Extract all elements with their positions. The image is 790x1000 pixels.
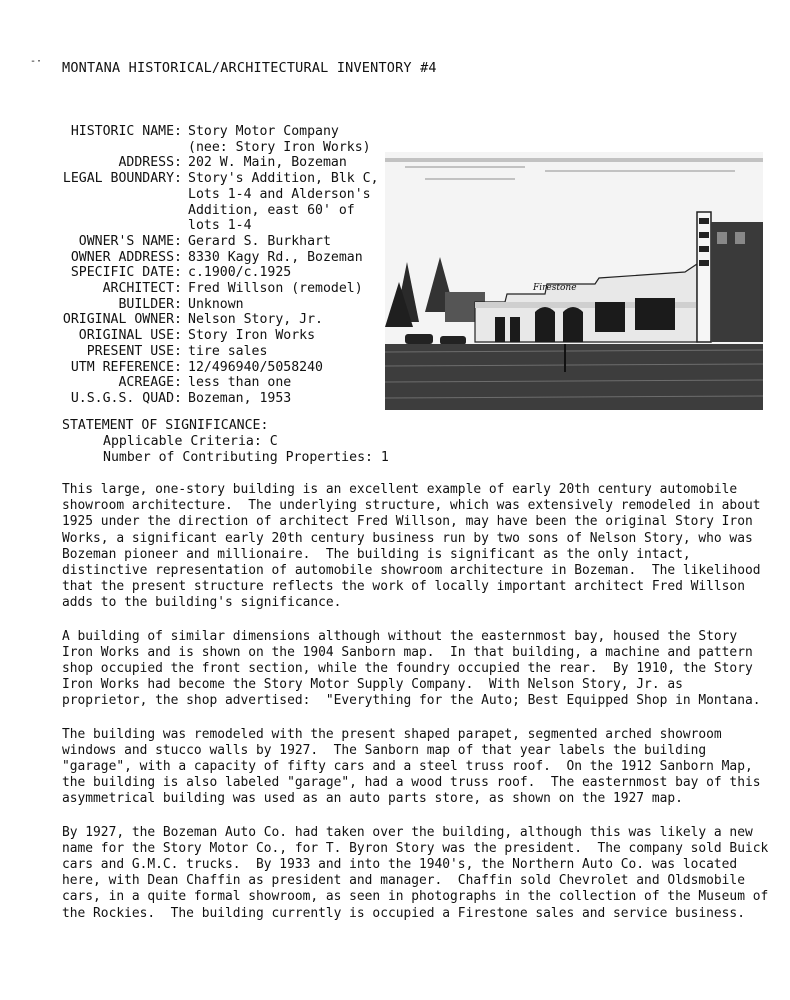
field-label: ARCHITECT:	[102, 281, 182, 297]
field-label: BUILDER:	[118, 296, 182, 312]
field-row	[62, 360, 379, 376]
field-label: UTM REFERENCE:	[70, 359, 182, 375]
margin-mark: -·	[30, 56, 43, 67]
statement-of-significance	[62, 418, 389, 466]
field-label: ADDRESS:	[118, 155, 182, 171]
field-row	[62, 171, 379, 187]
field-value: Story's Addition, Blk C,	[188, 171, 379, 187]
field-value: Unknown	[188, 296, 244, 312]
field-row	[62, 281, 379, 297]
field-label	[62, 140, 182, 156]
field-value: Story Iron Works	[188, 328, 316, 344]
inventory-fields	[62, 124, 379, 407]
field-value: 202 W. Main, Bozeman	[188, 155, 347, 171]
field-value: Nelson Story, Jr.	[188, 312, 323, 328]
significance-heading: STATEMENT OF SIGNIFICANCE:	[62, 418, 269, 433]
field-row	[62, 250, 379, 266]
paragraph: The building was remodeled with the present shaped parapet, segmented arched showroom windows and stucco walls by 1927. The Sanborn map of that year labels the building "garage", with a capacity of fifty cars and a steel truss roof. On the 1912 Sanborn Map, the building is also labeled "garage", had a wood truss roof. The easternmost bay of this asymmetrical building was used as an auto parts store, as shown on the 1927 map.	[62, 726, 761, 807]
narrative-text	[62, 482, 774, 939]
field-label	[62, 203, 182, 219]
field-value: Addition, east 60' of	[188, 202, 355, 218]
field-label: ORIGINAL USE:	[78, 328, 182, 344]
field-row	[62, 375, 379, 391]
field-label: ORIGINAL OWNER:	[62, 312, 182, 328]
contributing-properties: Number of Contributing Properties: 1	[103, 450, 389, 465]
building-photo-image	[385, 152, 763, 410]
field-value: c.1900/c.1925	[188, 265, 292, 281]
field-value: Story Motor Company	[188, 124, 339, 139]
field-value: Lots 1-4 and Alderson's	[188, 186, 371, 202]
field-label	[62, 187, 182, 203]
field-row	[62, 155, 379, 171]
field-value: Fred Willson (remodel)	[188, 281, 363, 297]
paragraph: By 1927, the Bozeman Auto Co. had taken over the building, although this was likely a new name for the Story Motor Co., for T. Byron Story was the president. The company sold Buick cars and G.M.C. trucks. By 1933 and into the 1940's, the Northern Auto Co. was located here, with Dean Chaffin as president and manager. Chaffin sold Chevrolet and Oldsmobile cars, in a quite formal showroom, as seen in photographs in the collection of the Museum of the Rockies. The building currently is occupied a Firestone sales and service business.	[62, 824, 769, 921]
field-row	[62, 218, 379, 234]
field-row	[62, 124, 379, 140]
field-row	[62, 391, 379, 407]
field-row	[62, 265, 379, 281]
field-label: OWNER'S NAME:	[78, 233, 182, 249]
field-label: HISTORIC NAME:	[70, 124, 182, 139]
field-label: U.S.G.S. QUAD:	[70, 390, 182, 406]
page-title: MONTANA HISTORICAL/ARCHITECTURAL INVENTORY #4	[62, 60, 437, 76]
field-row	[62, 140, 379, 156]
field-row	[62, 328, 379, 344]
field-row	[62, 187, 379, 203]
field-label: OWNER ADDRESS:	[70, 249, 182, 265]
field-value: 8330 Kagy Rd., Bozeman	[188, 249, 363, 265]
field-value: lots 1-4	[188, 218, 252, 234]
paragraph: A building of similar dimensions although without the easternmost bay, housed the Story Iron Works and is shown on the 1904 Sanborn map. In that building, a machine and pattern shop occupied the front section, while the foundry occupied the rear. By 1910, the Story Iron Works had become the Story Motor Supply Company. With Nelson Story, Jr. as proprietor, the shop advertised: "Everything for the Auto; Best Equipped Shop in Montana.	[62, 628, 761, 709]
building-photo	[385, 152, 763, 410]
field-row	[62, 234, 379, 250]
field-value: (nee: Story Iron Works)	[188, 139, 371, 155]
field-value: 12/496940/5058240	[188, 359, 323, 375]
field-label: LEGAL BOUNDARY:	[62, 171, 182, 187]
field-label	[62, 218, 182, 234]
paragraph: This large, one-story building is an excellent example of early 20th century automobile showroom architecture. The underlying structure, which was extensively remodeled in about 1925 under the direction of architect Fred Willson, may have been the original Story Iron Works, a significant early 20th century business run by two sons of Nelson Story, who was Bozeman pioneer and millionaire. The building is significant as the only intact, distinctive representation of automobile showroom architecture in Bozeman. The likelihood that the present structure reflects the work of locally important architect Fred Willson adds to the building's significance.	[62, 482, 761, 611]
field-row	[62, 312, 379, 328]
field-label: ACREAGE:	[118, 375, 182, 391]
field-value: tire sales	[188, 343, 268, 359]
field-value: Bozeman, 1953	[188, 390, 292, 406]
field-value: less than one	[188, 375, 292, 391]
firestone-sign: Firestone	[533, 283, 577, 293]
field-row	[62, 344, 379, 360]
field-label: SPECIFIC DATE:	[70, 265, 182, 281]
field-row	[62, 297, 379, 313]
field-value: Gerard S. Burkhart	[188, 233, 331, 249]
field-row	[62, 203, 379, 219]
field-label: PRESENT USE:	[86, 343, 182, 359]
applicable-criteria: Applicable Criteria: C	[103, 434, 278, 449]
